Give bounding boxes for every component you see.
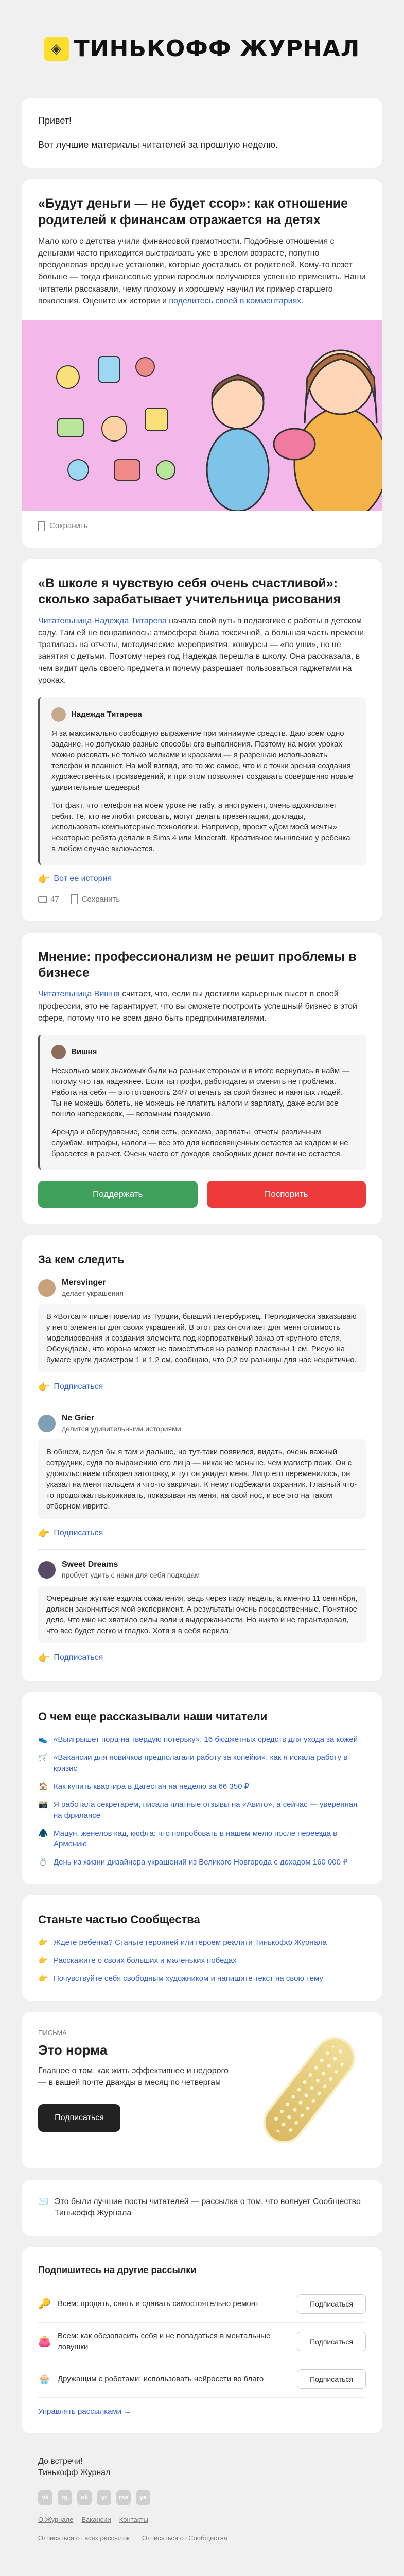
subscribe-button[interactable]: Подписаться bbox=[297, 2332, 366, 2351]
key-icon: 🔑 bbox=[38, 2298, 51, 2310]
comments-number: 47 bbox=[50, 894, 59, 904]
subscription-text: Всем: как обезопасить себя и не попадаться в ментальные ловушки bbox=[58, 2331, 271, 2351]
follow-head[interactable] bbox=[38, 1277, 366, 1299]
quote-paragraph: Тот факт, что телефон на моем уроке не табу, а инструмент, очень вдохновляет ребят. Те, кто не любит рисовать, могут делать презентации, доклады, использовать компьютерные технологии. Например, проект «Дом моей мечты» некоторые ребята делали в Sims 4 или Minecraft. Креативное мышление у ребенка в любом случае включается. bbox=[51, 801, 350, 853]
quote-block bbox=[38, 697, 366, 865]
follow-item bbox=[38, 1549, 366, 1665]
wallet-icon: 👛 bbox=[38, 2335, 51, 2347]
author-link[interactable]: Читательница Вишня bbox=[38, 990, 120, 999]
yandex-icon[interactable]: ya bbox=[136, 2490, 150, 2505]
avatar bbox=[38, 1279, 56, 1297]
bookmark-icon bbox=[38, 521, 45, 531]
quote-paragraph: Несколько моих знакомых были на разных сторонах и в итоге вернулись в найм — потому что так надежнее. Если ты профи, работодатели сменить не проблема. Работа на себя — это готовность 24/7 отвечать за свой бизнес и нанятых людей. Ты не можешь болеть, не можешь не платить налоги и зарплату, даже если все пошло наперекосяк, — вспомним пандемию. bbox=[51, 1066, 350, 1118]
social-links bbox=[38, 2490, 366, 2505]
readers-card bbox=[22, 1692, 382, 1884]
avatar bbox=[38, 1561, 56, 1579]
quote-author-name: Вишня bbox=[71, 1047, 97, 1057]
cart-icon: 🛒 bbox=[38, 1753, 48, 1762]
pointing-hand-icon: 👉 bbox=[38, 1381, 50, 1392]
opinion-title[interactable]: Мнение: профессионализм не решит проблемы в бизнесе bbox=[38, 949, 357, 980]
subscription-text: Дружащим с роботами: использовать нейросети во благо bbox=[58, 2375, 264, 2384]
community-link[interactable] bbox=[38, 1955, 366, 1966]
quote-author-name: Надежда Титарева bbox=[71, 710, 142, 719]
readers-link-text: «Вакансии для новичков предполагали работу за копейки»: как я искала работу в кризис bbox=[54, 1753, 348, 1773]
subscribe-link[interactable] bbox=[38, 1652, 366, 1665]
subscriptions-title: Подпишитесь на другие рассылки bbox=[38, 2264, 197, 2275]
quote-paragraph: Аренда и оборудование, если есть, реклама, зарплаты, отчеты различным службам, штрафы, налоги — все это для непосвященных остается за кадром и не бросается в расчет. Очень часто от доходов свободных денег почти не остается. bbox=[51, 1127, 348, 1158]
avatar bbox=[38, 1415, 56, 1432]
community-title: Станьте частью Сообщества bbox=[38, 1912, 200, 1926]
follow-item bbox=[38, 1403, 366, 1540]
readers-title: О чем еще рассказывали наши читатели bbox=[38, 1710, 268, 1723]
greeting: Привет! bbox=[38, 115, 72, 126]
follow-sub: делает украшения bbox=[62, 1289, 124, 1298]
readers-link[interactable] bbox=[38, 1799, 366, 1821]
ok-icon[interactable]: ok bbox=[77, 2490, 92, 2505]
quote-author bbox=[51, 707, 355, 722]
promo-text: Главное о том, как жить эффективнее и недорого — в вашей почте дважды в месяц по четвергам bbox=[38, 2066, 229, 2087]
unsubscribe-links bbox=[38, 2534, 366, 2543]
subscription-row bbox=[38, 2361, 366, 2398]
promo-subscribe-button[interactable]: Подписаться bbox=[38, 2104, 120, 2132]
readers-link[interactable] bbox=[38, 1734, 366, 1745]
save-action[interactable] bbox=[38, 520, 366, 531]
follow-name: Sweet Dreams bbox=[62, 1560, 118, 1569]
manage-subscriptions-link[interactable]: Управлять рассылками → bbox=[38, 2406, 132, 2416]
follow-head[interactable] bbox=[38, 1559, 366, 1581]
jobs-link[interactable]: Вакансии bbox=[81, 2515, 111, 2523]
footer bbox=[22, 2445, 382, 2554]
intro-card bbox=[22, 98, 382, 168]
lead-text: Мало кого с детства учили финансовой грамотности. Подобные отношения с деньгами часто приходится выстраивать уже в зрелом возрасте, попутно преодолевая вредные установки, которые достались от родителей. Кому-то везет больше — тогда финансовые уроки взрослых получаются успешно применить. Наши читатели рассказали, чему плохому и хорошему научил их пример старшего поколения. Оцените их истории и bbox=[38, 236, 366, 306]
intro-text: Вот лучшие материалы читателей за прошлую неделю. bbox=[38, 140, 278, 150]
community-card bbox=[22, 1895, 382, 2001]
unsubscribe-all-link[interactable]: Отписаться от всех рассылок bbox=[38, 2534, 130, 2542]
subscribe-link[interactable] bbox=[38, 1527, 366, 1540]
community-link[interactable] bbox=[38, 1937, 366, 1948]
thanks-text: Это были лучшие посты читателей — рассылка о том, что волнует Сообщество Тинькофф Журнала bbox=[54, 2197, 361, 2218]
comment-icon bbox=[38, 896, 47, 903]
subscribe-button[interactable]: Подписаться bbox=[297, 2294, 366, 2314]
vk-icon[interactable]: vk bbox=[38, 2490, 52, 2505]
subscription-row bbox=[38, 2286, 366, 2323]
subscription-row bbox=[38, 2323, 366, 2361]
pointing-hand-icon: 👉 bbox=[38, 873, 50, 884]
youtube-icon[interactable]: yt bbox=[97, 2490, 111, 2505]
read-story-link[interactable] bbox=[38, 873, 366, 886]
ring-icon: 💍 bbox=[38, 1857, 48, 1867]
contacts-link[interactable]: Контакты bbox=[119, 2515, 148, 2523]
rss-icon[interactable]: rss bbox=[116, 2490, 131, 2505]
pointing-hand-icon: 👉 bbox=[38, 1974, 48, 1983]
farewell: До встречи! bbox=[38, 2456, 83, 2466]
pointing-hand-icon: 👉 bbox=[38, 1528, 50, 1538]
lead-text: начала свой путь в педагогике с работы в детском саду. Там ей не понравилось: атмосфера была токсичной, а большая часть времени тратилась на отчеты, методические мероприятия, конкурсы — «по уши», но не занятия с детьми. Поэтому через год Надежда перешла в школу. Она рассказала, в чем видит цель своего предмета и почему разрешает пользоваться гаджетами на уроках. bbox=[38, 616, 364, 685]
envelope-icon: ✉️ bbox=[38, 2197, 48, 2206]
community-link-text: Ждете ребенка? Станьте героиней или героем реалити Тинькофф Журнала bbox=[54, 1938, 327, 1947]
unsubscribe-community-link[interactable]: Отписаться от Сообщества bbox=[142, 2534, 227, 2542]
article-card-1 bbox=[22, 179, 382, 548]
opinion-lead bbox=[38, 988, 366, 1024]
quote-paragraph: Я за максимально свободную выражение при минимуме средств. Даю всем одно задание, но допускаю разные способы его выполнения. Поэтому на моих уроках можно рисовать не только мелками и красками — я разрешаю использовать телефон и планшет. На мой взгляд, это то же самое, что и с точки зрения создания художественных произведений, и при этом позволяет создавать совершенно новые удивительные шедевры! bbox=[51, 728, 354, 792]
camera-icon: 📸 bbox=[38, 1800, 48, 1809]
avatar bbox=[51, 707, 66, 722]
about-link[interactable]: О Журнале bbox=[38, 2515, 74, 2523]
pointing-hand-icon: 👉 bbox=[38, 1653, 50, 1663]
follow-item bbox=[38, 1277, 366, 1394]
logo-text: ТИНЬКОФФ ЖУРНАЛ bbox=[74, 36, 360, 62]
family-illustration bbox=[22, 320, 382, 511]
comments-link[interactable]: поделитесь своей в комментариях. bbox=[169, 296, 304, 306]
subscribe-label: Подписаться bbox=[54, 1382, 103, 1392]
community-link-text: Расскажите о своих больших и маленьких победах bbox=[54, 1956, 237, 1965]
author-link[interactable]: Читательница Надежда Титарева bbox=[38, 616, 167, 625]
lead-text: считает, что, если вы достигли карьерных высот в своей профессии, это не гарантирует, что вы сможете построить успешный бизнес в этой сфере, потому что не всем дано быть предпринимателями. bbox=[38, 990, 357, 1023]
follow-title: За кем следить bbox=[38, 1252, 125, 1266]
cupcake-icon: 🧁 bbox=[38, 2373, 51, 2385]
readers-link-text: День из жизни дизайнера украшений из Великого Новгорода с доходом 160 000 ₽ bbox=[54, 1857, 348, 1867]
readers-link-text: Я работала секретарем, писала платные отзывы на «Авито», а сейчас — уверенная на фрилансе bbox=[54, 1800, 358, 1820]
opinion-card bbox=[22, 933, 382, 1224]
support-button[interactable]: Поддержать bbox=[38, 1181, 198, 1208]
community-link-text: Почувствуйте себя свободным художником и напишите текст на свою тему bbox=[54, 1974, 323, 1983]
read-story-label: Вот ее история bbox=[54, 874, 112, 884]
article-card-2 bbox=[22, 559, 382, 921]
save-label: Сохранить bbox=[49, 521, 88, 530]
article-stats bbox=[38, 894, 366, 905]
pill-illustration bbox=[253, 2028, 366, 2152]
readers-link-text: Как купить квартира в Дагестан на неделю за 66 350 ₽ bbox=[54, 1782, 250, 1791]
subscriptions-card bbox=[22, 2247, 382, 2433]
follow-text: В общем, сидел бы я там и дальше, но тут-таки появился, видать, очень важный сотрудник, судя по выражению его лица — никак не меньше, чем магистр пожк. Он с удовольствием обозрел заготовку, и тут он увидел меня. Лицо его переменилось, он указал на меня пальцем и что-то закричал. К нему подбежали охранник. Главный что-то продолжал выкрикивать, показывая на меня, на свой нос, и все это на таком отборном иврите. bbox=[38, 1439, 366, 1519]
house-icon: 🏠 bbox=[38, 1782, 48, 1791]
follow-card bbox=[22, 1235, 382, 1681]
follow-name: Ne Grier bbox=[62, 1413, 95, 1422]
opinion-actions bbox=[38, 1181, 366, 1208]
article-title[interactable]: «Будут деньги — не будет ссор»: как отношение родителей к финансам отражается на детях bbox=[38, 196, 348, 227]
comments-count[interactable] bbox=[38, 894, 59, 905]
readers-link[interactable] bbox=[38, 1781, 366, 1792]
pointing-hand-icon: 👉 bbox=[38, 1956, 48, 1965]
quote-author bbox=[51, 1045, 355, 1059]
pointing-hand-icon: 👉 bbox=[38, 1938, 48, 1947]
argue-button[interactable]: Поспорить bbox=[207, 1181, 366, 1208]
follow-sub: делится удивительными историями bbox=[62, 1425, 181, 1433]
save-action[interactable] bbox=[71, 894, 120, 905]
follow-name: Mersvinger bbox=[62, 1278, 106, 1287]
avatar bbox=[51, 1045, 66, 1059]
bookmark-icon bbox=[71, 894, 78, 904]
promo-title: Это норма bbox=[38, 2042, 108, 2058]
follow-text: Очередные жуткие ездила сожаления, ведь через пару недель, а именно 11 сентября, должен закончиться мой эксперимент. А результаты очень посредственные. Понятное дело, что мне не хватило силы воли и выдержанности. Но никто и не гарантировал, что все будет легко и гладко. Хотя я в себя верила. bbox=[38, 1586, 366, 1643]
article-lead bbox=[38, 615, 366, 687]
follow-text: В «Вотсап» пишет ювелир из Турции, бывший петербуржец. Периодически заказываю у него элементы для своих украшений. В этот раз он считает для меня стоимость моделирования и создания элемента под корпоративный заказ от крупного отеля. Обсуждаем, что корона может не поместиться на размер пластины 1 см. Рисую на бумаге круги диаметром 1 и 1,2 см, сообщаю, что 0,2 см разницы для нас некритично. bbox=[38, 1304, 366, 1372]
readers-link-text: «Выигрышет порц на твердую потерьку»: 16 бюджетных средств для ухода за кожей bbox=[54, 1735, 358, 1744]
follow-sub: пробует удить с нами для себя подходам bbox=[62, 1571, 200, 1580]
follow-head[interactable] bbox=[38, 1413, 366, 1434]
newsletter-promo bbox=[22, 2012, 382, 2168]
subscription-text: Всем: продать, снять и сдавать самостоятельно ремонт bbox=[58, 2299, 259, 2309]
subscribe-label: Подписаться bbox=[54, 1653, 103, 1663]
article-illustration[interactable] bbox=[22, 320, 382, 511]
community-link[interactable] bbox=[38, 1973, 366, 1984]
sneaker-icon: 👟 bbox=[38, 1735, 48, 1744]
thanks-card bbox=[22, 2180, 382, 2236]
save-label: Сохранить bbox=[81, 894, 120, 904]
subscribe-button[interactable]: Подписаться bbox=[297, 2369, 366, 2389]
coat-icon: 🧥 bbox=[38, 1828, 48, 1838]
signature: Тинькофф Журнал bbox=[38, 2468, 111, 2478]
promo-kicker: ПИСЬМА bbox=[38, 2028, 67, 2037]
pill-icon bbox=[255, 2029, 364, 2151]
article-title[interactable]: «В школе я чувствую себя очень счастливой»: сколько зарабатывает учительница рисования bbox=[38, 576, 341, 607]
telegram-icon[interactable]: tg bbox=[58, 2490, 72, 2505]
logo[interactable] bbox=[44, 33, 360, 65]
shield-icon: ◈ bbox=[44, 37, 69, 61]
subscribe-link[interactable] bbox=[38, 1381, 366, 1394]
readers-link-text: Мацун, женелов кад, кюфта: что попробовать в нашем мелю после переезда в Армению bbox=[54, 1828, 338, 1849]
readers-link[interactable] bbox=[38, 1857, 366, 1868]
article-lead bbox=[38, 235, 366, 307]
header bbox=[0, 0, 404, 98]
footer-links bbox=[38, 2515, 366, 2524]
readers-link[interactable] bbox=[38, 1752, 366, 1774]
readers-link[interactable] bbox=[38, 1828, 366, 1850]
subscribe-label: Подписаться bbox=[54, 1529, 103, 1538]
quote-block bbox=[38, 1035, 366, 1170]
